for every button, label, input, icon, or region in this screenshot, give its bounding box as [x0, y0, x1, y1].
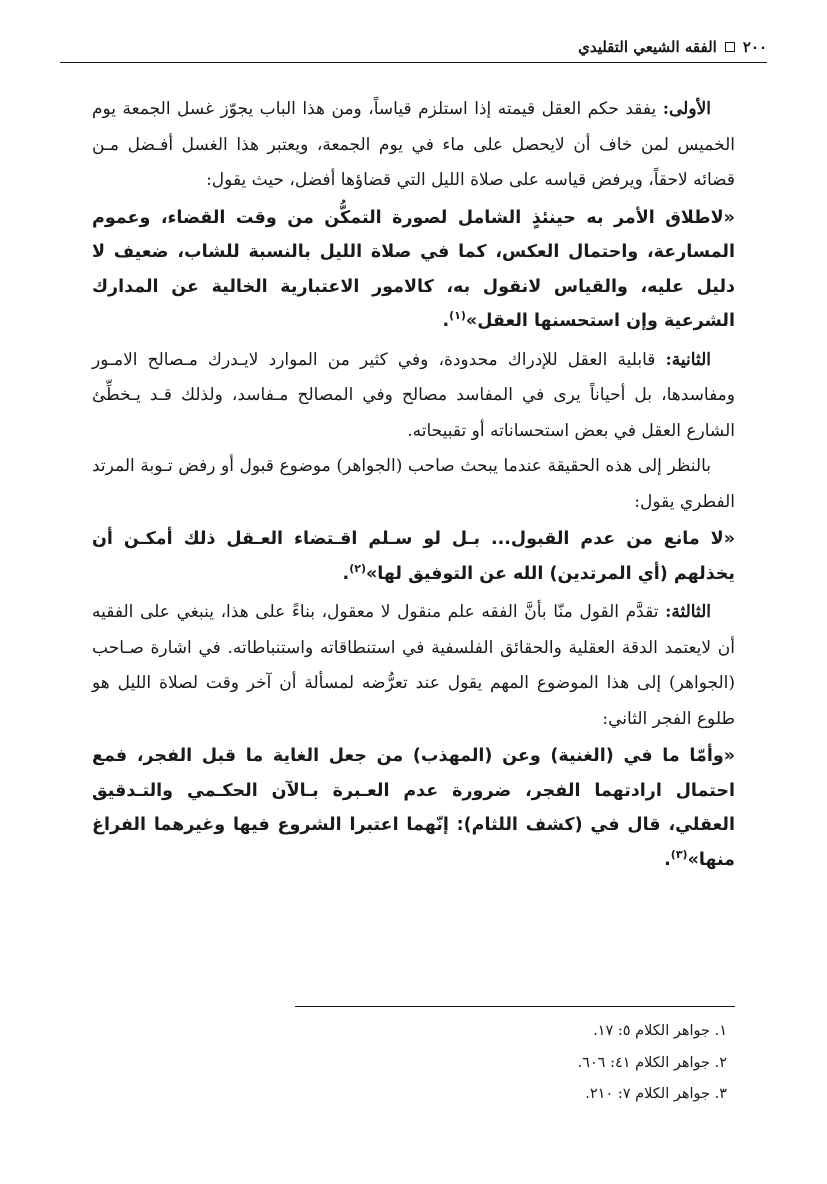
page-number: ٢٠٠ [742, 38, 767, 56]
point-label-third: الثالثة: [665, 602, 711, 622]
paragraph-third [92, 449, 735, 520]
running-title: الفقه الشيعي التقليدي [578, 38, 717, 56]
footnote-item: ٣. جواهر الكلام ٧: ٢١٠. [585, 1086, 727, 1102]
paragraph-fourth-text: تقدَّم القول منّا بأنَّ الفقه علم منقول لا معقول، بناءً على هذا، ينبغي على الفقيه أن لايعتمد الدقة العقلية والحقائق الفلسفية في استنطاقاته واستنباطاته. في اشارة صـاحب (الجواهر) إلى هذا الموضوع المهم يقول عند تعرُّضه لمسألة أن آخر وقت لصلاة الليل هو طلوع الفجر الثاني: [92, 602, 735, 729]
footnote-item: ٢. جواهر الكلام ٤١: ٦٠٦. [577, 1054, 727, 1071]
paragraph-second-text: قابلية العقل للإدراك محدودة، وفي كثير من الموارد لايـدرك مـصالح الامـور ومفاسدها، بل أحياناً يرى في المفاسد مصالح وفي المصالح مـفاسد، ولذلك قـد يـخطِّئ الشارع العقل في بعض استحساناته أو تقبيحاته. [92, 349, 735, 441]
quote-third: «وأمّا ما في (الغنية) وعن (المهذب) من جعل الغاية ما قبل الفجر، فمع احتمال ارادتهما الفجر، ضرورة عدم العـبرة بـالآن الحكـمي والتـدقيق العقلي، قال في (كشف اللثام): إنّهما اعتبرا الشروع فيها وغيرهما الفراغ منها»$^{(٣)}$. [92, 746, 735, 870]
quote-first: «لاطلاق الأمر به حينئذٍ الشامل لصورة التمكُّن من وقت القضاء، وعموم المسارعة، واحتمال العكس، كما في صلاة الليل بالنسبة للشاب، ضعيف لا دليل عليه، والقياس لانقول به، كالامور الاعتبارية الخالية عن المدارك الشرعية وإن استحسنها العقل»$^{(١)}$. [92, 207, 735, 331]
footnote-ref-3: (٣) [670, 847, 688, 861]
square-separator-icon [725, 42, 735, 52]
footnote-ref-1: (١) [449, 309, 466, 323]
paragraph-third-text: بالنظر إلى هذه الحقيقة عندما يبحث صاحب (الجواهر) موضوع قبول أو رفض تـوبة المرتد الفطري يقول: [92, 456, 735, 512]
quote-first-text: «لاطلاق الأمر به حينئذٍ الشامل لصورة التمكُّن من وقت القضاء، وعموم المسارعة، واحتمال العكس، كما في صلاة الليل بالنسبة للشاب، ضعيف لا دليل عليه، والقياس لانقول به، كالامور الاعتبارية الخالية عن المدارك الشرعية وإن استحسنها العقل» [92, 207, 735, 331]
footnote-item: ١. جواهر الكلام ٥: ١٧. [593, 1023, 727, 1039]
quote-third-text: «وأمّا ما في (الغنية) وعن (المهذب) من جعل الغاية ما قبل الفجر، فمع احتمال ارادتهما الفجر، ضرورة عدم العـبرة بـالآن الحكـمي والتـدقيق العقلي، قال في (كشف اللثام): إنّهما اعتبرا الشروع فيها وغيرهما الفراغ منها» [92, 746, 735, 870]
quote-second: «لا مانع من عدم القبول... بـل لو سـلم اقـتضاء العـقل ذلك أمكـن أن يخذلهم (أي المرتدين) الله عن التوفيق لها»$^{(٢)}$. [92, 529, 735, 584]
point-label-first: الأولى: [662, 99, 711, 119]
paragraph-second [92, 343, 735, 450]
quote-second-text: «لا مانع من عدم القبول... بـل لو سـلم اقـتضاء العـقل ذلك أمكـن أن يخذلهم (أي المرتدين) الله عن التوفيق لها» [92, 529, 735, 584]
paragraph-first [92, 92, 735, 199]
footnote-ref-2: (٢) [349, 561, 366, 575]
page-body [92, 92, 735, 881]
footnote-rule [295, 1006, 735, 1007]
point-label-second: الثانية: [665, 349, 711, 370]
page-header [60, 36, 767, 58]
paragraph-fourth [92, 595, 735, 737]
header-rule [60, 62, 767, 63]
footnotes [92, 1016, 727, 1111]
paragraph-first-text: يفقد حكم العقل قيمته إذا استلزم قياساً، ومن هذا الباب يجوّز غسل الجمعة يوم الخميس لمن خاف أن لايحصل على ماء في يوم الجمعة، ويعتبر هذا الغسل أفـضل مـن قضائه لاحقاً، ويرفض قياسه على صلاة الليل التي قضاؤها أفضل، حيث يقول: [92, 99, 735, 190]
